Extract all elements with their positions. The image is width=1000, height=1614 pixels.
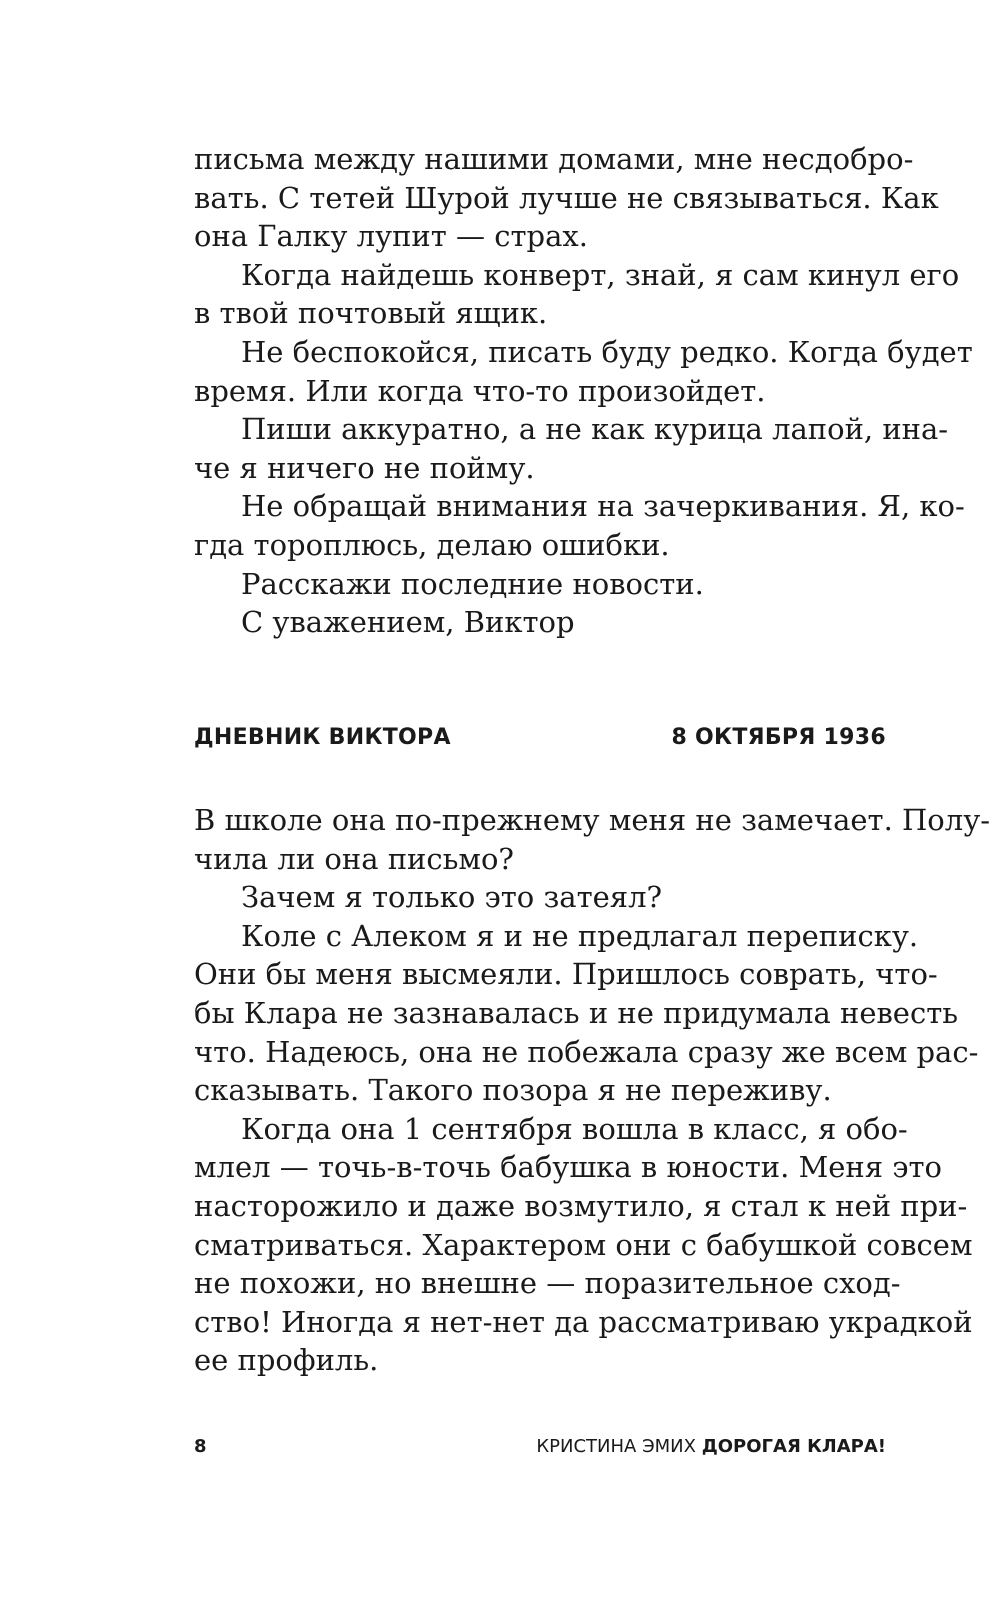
text-line: Пиши аккуратно, а не как курица лапой, ина- (241, 412, 949, 447)
text-line: бы Клара не зазнавалась и не придумала невесть (194, 995, 959, 1030)
text-line: че я ничего не пойму. (194, 450, 535, 485)
author-name: КРИСТИНА ЭМИХ (536, 1436, 696, 1457)
book-title: ДОРОГАЯ КЛАРА! (701, 1436, 886, 1457)
text-line: гда тороплюсь, делаю ошибки. (194, 527, 670, 562)
text-line: Расскажи последние новости. (241, 566, 704, 601)
diary-text (194, 801, 991, 1380)
text-line: она Галку лупит — страх. (194, 219, 588, 254)
text-line: Они бы меня высмеяли. Пришлось соврать, что- (194, 957, 938, 992)
text-line: что. Надеюсь, она не побежала сразу же всем рас- (194, 1034, 979, 1069)
text-line: млел — точь-в-точь бабушка в юности. Меня это (194, 1150, 943, 1185)
text-line: Коле с Алеком я и не предлагал переписку. (241, 918, 919, 953)
text-line: в твой почтовый ящик. (194, 296, 548, 331)
diary-title: ДНЕВНИК ВИКТОРА (194, 725, 451, 750)
text-line: ство! Иногда я нет-нет да рассматриваю украдкой (194, 1304, 973, 1339)
page-number: 8 (194, 1436, 207, 1457)
running-head (536, 1436, 886, 1457)
diary-heading (194, 725, 886, 761)
text-line: В школе она по-прежнему меня не замечает. Полу- (194, 803, 991, 837)
diary-date: 8 ОКТЯБРЯ 1936 (671, 725, 886, 750)
text-line: Не обращай внимания на зачеркивания. Я, ко- (241, 489, 965, 524)
text-line: Не беспокойся, писать буду редко. Когда будет (241, 334, 973, 369)
letter-text (194, 140, 973, 642)
text-line: Зачем я только это затеял? (241, 880, 663, 915)
page-footer (194, 1436, 886, 1466)
text-line: чила ли она письмо? (194, 841, 514, 876)
text-line: вать. С тетей Шурой лучше не связываться. Как (194, 180, 939, 215)
text-line: Когда она 1 сентября вошла в класс, я обо- (241, 1111, 908, 1146)
signature-line: С уважением, Виктор (241, 605, 575, 640)
text-line: насторожило и даже возмутило, я стал к ней при- (194, 1188, 968, 1223)
text-line: сматриваться. Характером они с бабушкой совсем (194, 1227, 973, 1262)
text-line: ее профиль. (194, 1343, 379, 1378)
text-line: Когда найдешь конверт, знай, я сам кинул его (241, 257, 960, 292)
text-line: сказывать. Такого позора я не переживу. (194, 1073, 832, 1108)
text-line: не похожи, но внешне — поразительное сход- (194, 1266, 901, 1301)
text-line: время. Или когда что-то произойдет. (194, 373, 766, 408)
text-line: письма между нашими домами, мне несдобро- (194, 142, 914, 176)
